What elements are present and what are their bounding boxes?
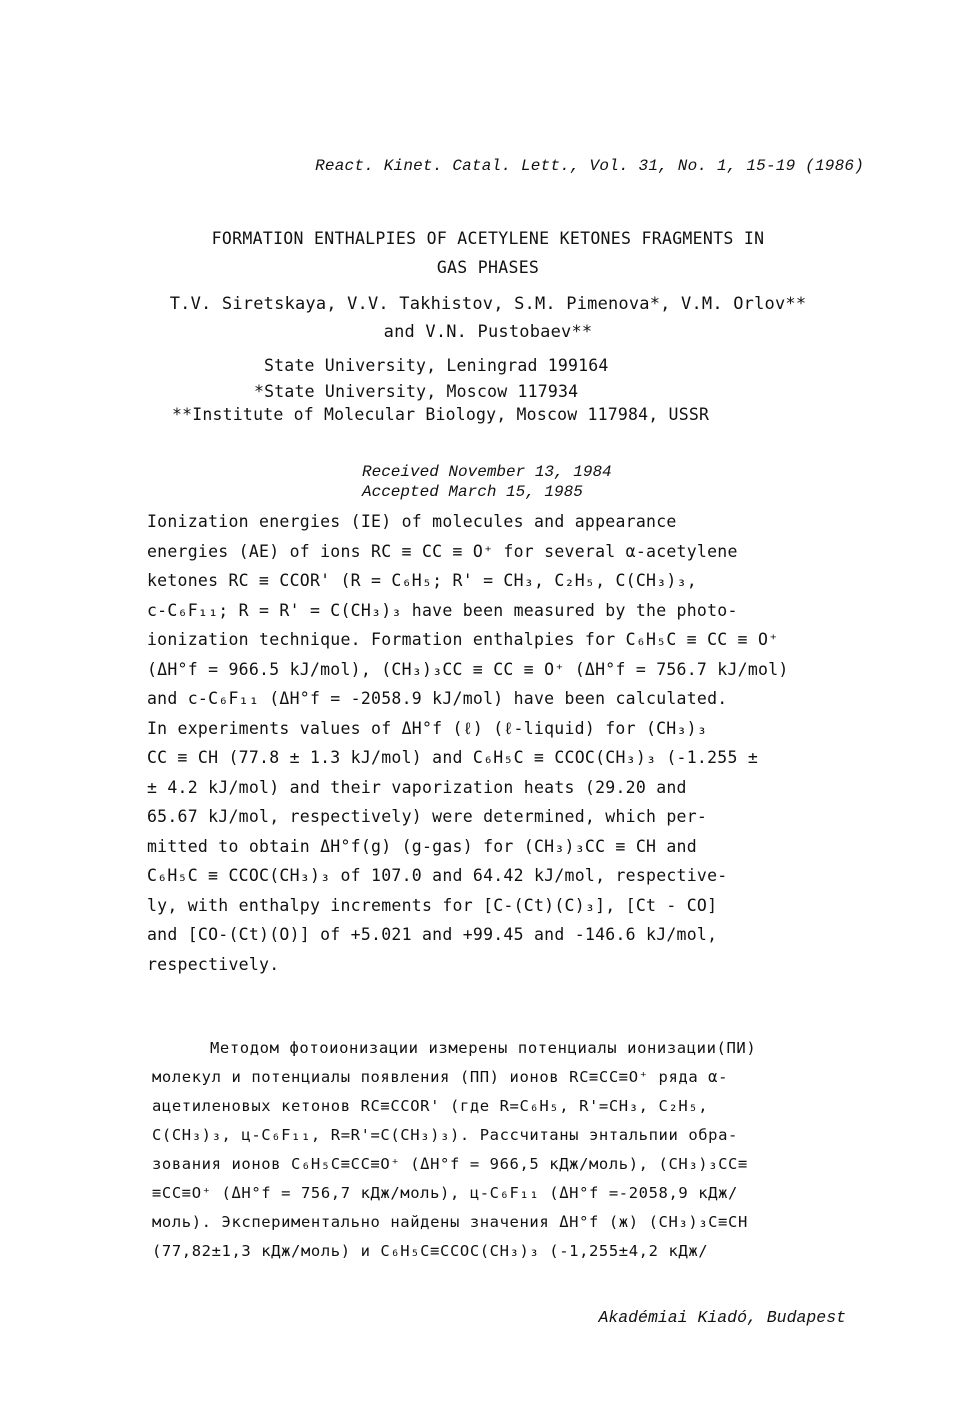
abstract-en-line: energies (AE) of ions RC ≡ CC ≡ O⁺ for several α-acetylene xyxy=(147,541,738,561)
abstract-en-line: and [CO-(Ct)(O)] of +5.021 and +99.45 and -146.6 kJ/mol, xyxy=(147,925,718,944)
abstract-ru-line: зования ионов C₆H₅C≡CC≡O⁺ (ΔH°f = 966,5 кДж/моль), (CH₃)₃CC≡ xyxy=(152,1155,748,1173)
abstract-en-line: ± 4.2 kJ/mol) and their vaporization heats (29.20 and xyxy=(147,777,687,797)
abstract-ru-line: Методом фотоионизации измерены потенциалы ионизации(ПИ) xyxy=(210,1039,757,1057)
abstract-ru-line: ≡CC≡O⁺ (ΔH°f = 756,7 кДж/моль), ц-C₆F₁₁ (ΔH°f =-2058,9 кДж/ xyxy=(152,1184,738,1202)
accepted-date: Accepted March 15, 1985 xyxy=(362,483,583,501)
publisher-footer: Akadémiai Kiadó, Budapest xyxy=(598,1308,846,1327)
abstract-en-line: CC ≡ CH (77.8 ± 1.3 kJ/mol) and C₆H₅C ≡ CCOC(CH₃)₃ (-1.255 ± xyxy=(147,748,759,767)
abstract-en-line: C₆H₅C ≡ CCOC(CH₃)₃ of 107.0 and 64.42 kJ/mol, respective- xyxy=(147,866,728,885)
title-line-2: GAS PHASES xyxy=(436,258,540,277)
abstract-ru-line: ацетиленовых кетонов RC≡CCOR' (где R=C₆H₅, R'=CH₃, C₂H₅, xyxy=(152,1097,709,1115)
authors-line-2: and V.N. Pustobaev** xyxy=(383,322,593,342)
abstract-en-line: ly, with enthalpy increments for [C-(Ct)(C)₃], [Ct - CO] xyxy=(147,895,718,915)
affiliation-2: *State University, Moscow 117934 xyxy=(254,382,579,401)
abstract-en-line: 65.67 kJ/mol, respectively) were determined, which per- xyxy=(147,807,708,826)
abstract-ru-line: молекул и потенциалы появления (ПП) ионов RC≡CC≡O⁺ ряда α- xyxy=(152,1068,729,1086)
abstract-russian xyxy=(152,1034,862,1266)
abstract-en-line: ionization technique. Formation enthalpies for C₆H₅C ≡ CC ≡ O⁺ xyxy=(147,630,779,649)
abstract-en-line: (ΔH°f = 966.5 kJ/mol), (CH₃)₃CC ≡ CC ≡ O⁺ (ΔH°f = 756.7 kJ/mol) xyxy=(147,659,789,679)
abstract-en-line: Ionization energies (IE) of molecules and appearance xyxy=(147,512,677,531)
received-date: Received November 13, 1984 xyxy=(362,463,612,481)
abstract-en-line: and c-C₆F₁₁ (ΔH°f = -2058.9 kJ/mol) have been calculated. xyxy=(147,689,728,708)
abstract-en-line: ketones RC ≡ CCOR' (R = C₆H₅; R' = CH₃, C₂H₅, C(CH₃)₃, xyxy=(147,571,697,590)
abstract-en-line: c-C₆F₁₁; R = R' = C(CH₃)₃ have been measured by the photo- xyxy=(147,600,738,620)
abstract-en-line: In experiments values of ΔH°f (ℓ) (ℓ-liquid) for (CH₃)₃ xyxy=(147,718,708,738)
affiliation-1: State University, Leningrad 199164 xyxy=(264,356,609,375)
abstract-ru-line: C(CH₃)₃, ц-C₆F₁₁, R=R'=C(CH₃)₃). Рассчитаны энтальпии обра- xyxy=(152,1126,738,1144)
abstract-en-line: mitted to obtain ΔH°f(g) (g-gas) for (CH₃)₃CC ≡ CH and xyxy=(147,836,697,856)
abstract-ru-line: моль). Экспериментально найдены значения ΔH°f (ж) (CH₃)₃C≡CH xyxy=(152,1213,748,1231)
authors-line-1: T.V. Siretskaya, V.V. Takhistov, S.M. Pimenova*, V.M. Orlov** xyxy=(169,294,807,314)
abstract-english xyxy=(147,507,827,979)
abstract-en-line: respectively. xyxy=(147,954,280,974)
abstract-ru-line: (77,82±1,3 кДж/моль) и C₆H₅C≡CCOC(CH₃)₃ (-1,255±4,2 кДж/ xyxy=(152,1242,709,1260)
journal-citation: React. Kinet. Catal. Lett., Vol. 31, No. 1, 15-19 (1986) xyxy=(315,157,864,175)
affiliation-3: **Institute of Molecular Biology, Moscow 117984, USSR xyxy=(172,405,710,424)
title-line-1: FORMATION ENTHALPIES OF ACETYLENE KETONES FRAGMENTS IN xyxy=(211,229,765,248)
